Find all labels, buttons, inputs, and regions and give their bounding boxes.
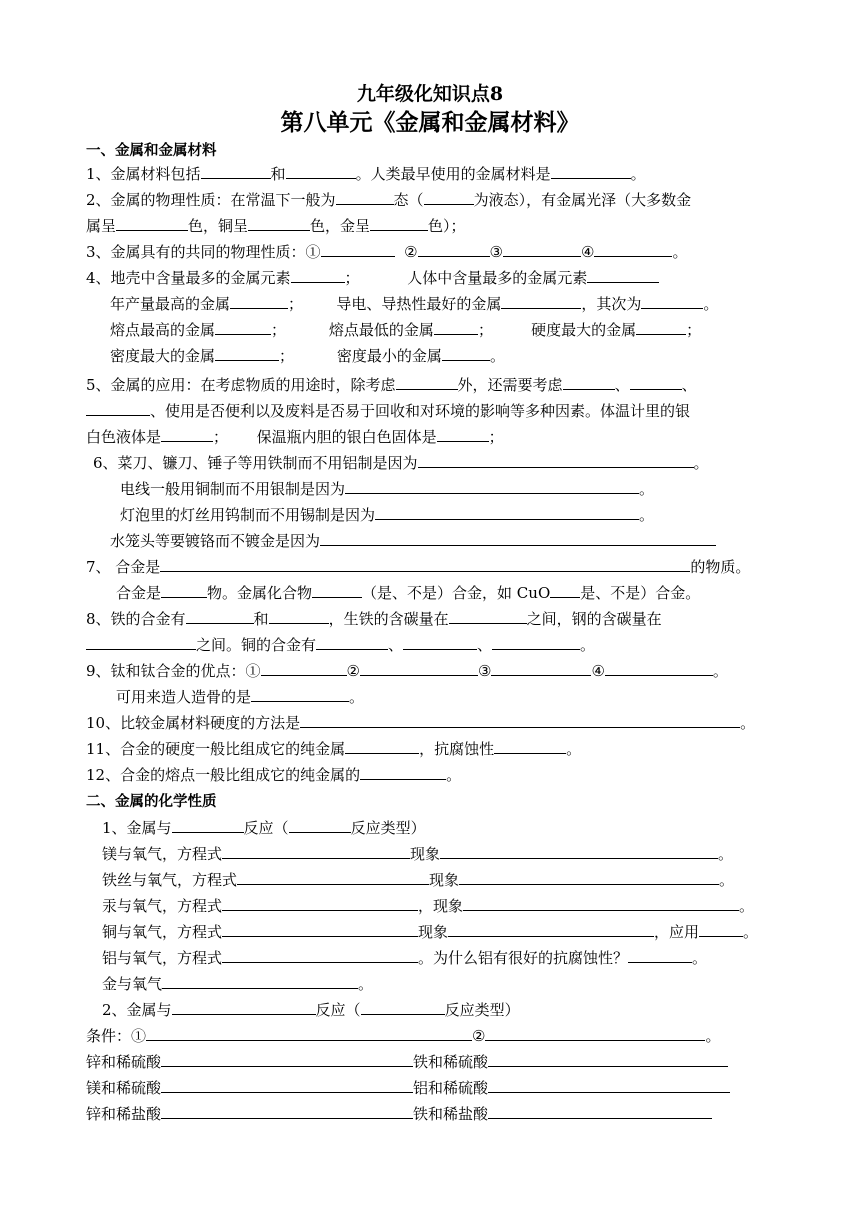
page-subtitle: 第八单元《金属和金属材料》	[280, 109, 580, 136]
line-text: 铁和稀硫酸	[413, 1053, 489, 1071]
fill-in-blank[interactable]	[248, 216, 310, 231]
fill-in-blank[interactable]	[222, 896, 418, 911]
fill-in-blank[interactable]	[312, 583, 362, 598]
fill-in-blank[interactable]	[316, 635, 388, 650]
line-text: 1、金属材料包括	[86, 165, 201, 183]
fill-in-blank[interactable]	[396, 375, 458, 390]
fill-in-blank[interactable]	[494, 739, 566, 754]
fill-in-blank[interactable]	[86, 635, 196, 650]
fill-in-blank[interactable]	[146, 1026, 472, 1041]
line-text: 。	[630, 165, 646, 183]
fill-in-blank[interactable]	[161, 583, 207, 598]
fill-in-blank[interactable]	[345, 479, 639, 494]
fill-in-blank[interactable]	[186, 609, 254, 624]
worksheet-line	[86, 375, 697, 395]
worksheet-line	[102, 870, 734, 890]
fill-in-blank[interactable]	[116, 216, 188, 231]
worksheet-line	[102, 1000, 520, 1020]
fill-in-blank[interactable]	[237, 870, 429, 885]
fill-in-blank[interactable]	[161, 1078, 413, 1093]
worksheet-line	[86, 609, 662, 629]
line-text: （是、不是）合金，如 CuO	[362, 584, 551, 602]
fill-in-blank[interactable]	[437, 427, 489, 442]
line-text: ；	[686, 321, 702, 339]
worksheet-line	[102, 948, 707, 968]
fill-in-blank[interactable]	[300, 713, 740, 728]
line-text: 铝与氧气，方程式	[102, 949, 223, 967]
line-text: ； 熔点最低的金属	[271, 321, 434, 339]
fill-in-blank[interactable]	[605, 661, 713, 676]
line-text: 合金是	[116, 584, 162, 602]
worksheet-line	[86, 661, 728, 681]
fill-in-blank[interactable]	[550, 583, 580, 598]
worksheet-line	[86, 1026, 720, 1046]
fill-in-blank[interactable]	[162, 974, 358, 989]
line-text: 色，金呈	[310, 217, 371, 235]
worksheet-line	[86, 401, 690, 421]
line-text: 金与氧气	[102, 975, 163, 993]
line-text: 。	[693, 454, 709, 472]
worksheet-line	[86, 739, 581, 759]
worksheet-line	[102, 896, 754, 916]
line-text: 现象	[429, 871, 460, 889]
line-text: 态（	[393, 191, 424, 209]
line-text: 。人类最早使用的金属材料是	[355, 165, 551, 183]
line-text: 可用来造人造骨的是	[116, 688, 252, 706]
worksheet-line	[86, 557, 750, 577]
worksheet-line	[86, 427, 504, 447]
line-text: 白色液体是	[86, 428, 162, 446]
line-text: 4、地壳中含量最多的金属元素	[86, 269, 291, 287]
line-text: ；	[488, 428, 504, 446]
line-text: 之间。铜的合金有	[196, 636, 317, 654]
line-text: 反应（	[315, 1001, 361, 1019]
line-text: 。	[489, 347, 505, 365]
line-text: ，现象	[418, 897, 464, 915]
fill-in-blank[interactable]	[448, 922, 654, 937]
fill-in-blank[interactable]	[501, 294, 581, 309]
line-text: 色，铜呈	[188, 217, 249, 235]
line-text: 。	[349, 688, 365, 706]
worksheet-line	[86, 1104, 712, 1124]
line-text: ②	[394, 243, 418, 261]
worksheet-line	[102, 922, 758, 942]
line-text: 熔点最高的金属	[110, 321, 216, 339]
line-text: 。	[703, 295, 719, 313]
fill-in-blank[interactable]	[375, 505, 639, 520]
fill-in-blank[interactable]	[230, 294, 288, 309]
fill-in-blank[interactable]	[563, 375, 615, 390]
line-text: 2、金属的物理性质：在常温下一般为	[86, 191, 336, 209]
line-text: 密度最大的金属	[110, 347, 216, 365]
line-text: 反应（	[243, 819, 289, 837]
line-text: 。	[639, 506, 655, 524]
fill-in-blank[interactable]	[403, 635, 477, 650]
line-text: ，应用	[654, 923, 700, 941]
fill-in-blank[interactable]	[222, 922, 418, 937]
fill-in-blank[interactable]	[172, 818, 244, 833]
line-text: 之间，钢的含碳量在	[526, 610, 662, 628]
fill-in-blank[interactable]	[161, 1052, 413, 1067]
fill-in-blank[interactable]	[160, 557, 690, 572]
fill-in-blank[interactable]	[492, 635, 580, 650]
line-text: 。	[692, 949, 708, 967]
fill-in-blank[interactable]	[449, 609, 527, 624]
line-text: ，生铁的含碳量在	[328, 610, 449, 628]
line-text: 二、金属的化学性质	[86, 794, 217, 810]
line-text: 现象	[418, 923, 449, 941]
worksheet-line	[110, 320, 701, 340]
fill-in-blank[interactable]	[434, 320, 478, 335]
fill-in-blank[interactable]	[161, 1104, 413, 1119]
line-text: 1、金属与	[102, 819, 172, 837]
line-text: 和	[253, 610, 269, 628]
fill-in-blank[interactable]	[269, 609, 329, 624]
fill-in-blank[interactable]	[699, 922, 743, 937]
fill-in-blank[interactable]	[485, 1026, 705, 1041]
fill-in-blank[interactable]	[594, 242, 672, 257]
fill-in-blank[interactable]	[261, 661, 347, 676]
line-text: ②	[346, 662, 360, 680]
line-text: ； 人体中含量最多的金属元素	[344, 269, 588, 287]
fill-in-blank[interactable]	[361, 1000, 445, 1015]
line-text: 。	[446, 766, 462, 784]
line-text: 年产量最高的金属	[110, 295, 231, 313]
line-text: 8、铁的合金有	[86, 610, 186, 628]
line-text: ； 导电、导热性最好的金属	[288, 295, 502, 313]
worksheet-line	[110, 531, 716, 551]
fill-in-blank[interactable]	[440, 844, 718, 859]
fill-in-blank[interactable]	[442, 346, 490, 361]
line-text: 电线一般用铜制而不用银制是因为	[120, 480, 346, 498]
line-text: ； 密度最小的金属	[279, 347, 442, 365]
fill-in-blank[interactable]	[630, 375, 682, 390]
line-text: 。	[672, 243, 688, 261]
fill-in-blank[interactable]	[370, 216, 428, 231]
line-text: 6、菜刀、镰刀、锤子等用铁制而不用铝制是因为	[93, 454, 418, 472]
line-text: 镁和稀硫酸	[86, 1079, 162, 1097]
line-text: 水笼头等要镀铬而不镀金是因为	[110, 532, 321, 550]
fill-in-blank[interactable]	[172, 1000, 316, 1015]
fill-in-blank[interactable]	[636, 320, 686, 335]
line-text: 2、金属与	[102, 1001, 172, 1019]
line-text: ③	[489, 243, 503, 261]
worksheet-line	[86, 765, 461, 785]
line-text: 。	[740, 714, 756, 732]
worksheet-line	[116, 583, 700, 603]
line-text: 、	[681, 376, 697, 394]
worksheet-line	[102, 844, 733, 864]
line-text: ，抗腐蚀性	[419, 740, 495, 758]
line-text: 现象	[410, 845, 441, 863]
line-text: 外，还需要考虑	[457, 376, 563, 394]
worksheet-line	[86, 1052, 728, 1072]
worksheet-line	[120, 505, 654, 525]
worksheet-line	[110, 294, 718, 314]
line-text: 铁和稀盐酸	[413, 1105, 489, 1123]
line-text: 、	[388, 636, 404, 654]
line-text: 、使用是否便利以及废料是否易于回收和对环境的影响等多种因素。体温计里的银	[150, 402, 691, 420]
line-text: 7、 合金是	[86, 558, 161, 576]
fill-in-blank[interactable]	[286, 164, 356, 179]
fill-in-blank[interactable]	[488, 1052, 728, 1067]
fill-in-blank[interactable]	[251, 687, 349, 702]
line-text: ②	[472, 1027, 486, 1045]
fill-in-blank[interactable]	[215, 346, 279, 361]
line-text: 5、金属的应用：在考虑物质的用途时，除考虑	[86, 376, 396, 394]
line-text: 汞与氧气，方程式	[102, 897, 223, 915]
line-text: 12、合金的熔点一般比组成它的纯金属的	[86, 766, 361, 784]
worksheet-line	[102, 974, 373, 994]
worksheet-line	[86, 242, 687, 262]
fill-in-blank[interactable]	[628, 948, 692, 963]
line-text: 。	[718, 845, 734, 863]
fill-in-blank[interactable]	[86, 401, 150, 416]
fill-in-blank[interactable]	[424, 190, 474, 205]
line-text: 。	[705, 1027, 721, 1045]
fill-in-blank[interactable]	[161, 427, 213, 442]
fill-in-blank[interactable]	[418, 453, 694, 468]
fill-in-blank[interactable]	[360, 765, 446, 780]
fill-in-blank[interactable]	[360, 661, 478, 676]
fill-in-blank[interactable]	[463, 896, 739, 911]
line-text: 锌和稀硫酸	[86, 1053, 162, 1071]
fill-in-blank[interactable]	[418, 242, 490, 257]
line-text: 为液态），有金属光泽（大多数金	[473, 191, 692, 209]
line-text: 。为什么铝有很好的抗腐蚀性？	[418, 949, 629, 967]
fill-in-blank[interactable]	[459, 870, 719, 885]
worksheet-line	[110, 346, 505, 366]
line-text: ； 硬度最大的金属	[477, 321, 637, 339]
fill-in-blank[interactable]	[488, 1078, 730, 1093]
worksheet-line	[86, 164, 646, 184]
line-text: 。	[739, 897, 755, 915]
worksheet-line	[86, 268, 659, 288]
line-text: ； 保温瓶内胆的银白色固体是	[213, 428, 437, 446]
line-text: 镁与氧气，方程式	[102, 845, 223, 863]
line-text: 9、钛和钛合金的优点：①	[86, 662, 261, 680]
fill-in-blank[interactable]	[222, 844, 410, 859]
line-text: 铝和稀硫酸	[413, 1079, 489, 1097]
section-heading	[86, 792, 217, 812]
worksheet-line	[102, 818, 426, 838]
fill-in-blank[interactable]	[503, 242, 581, 257]
line-text: 灯泡里的灯丝用钨制而不用锡制是因为	[120, 506, 376, 524]
line-text: 属呈	[86, 217, 117, 235]
worksheet-line	[86, 635, 595, 655]
worksheet-line	[116, 687, 364, 707]
section-heading	[86, 141, 217, 161]
fill-in-blank[interactable]	[488, 1104, 712, 1119]
line-text: 的物质。	[690, 558, 751, 576]
line-text: 色）；	[428, 217, 466, 235]
line-text: ，其次为	[581, 295, 642, 313]
line-text: 。	[358, 975, 374, 993]
line-text: 物。金属化合物	[207, 584, 313, 602]
line-text: 3、金属具有的共同的物理性质：①	[86, 243, 321, 261]
line-text: 反应类型）	[444, 1001, 520, 1019]
worksheet-line	[120, 479, 654, 499]
worksheet-line	[86, 1078, 730, 1098]
line-text: 是、不是）合金。	[580, 584, 701, 602]
fill-in-blank[interactable]	[215, 320, 271, 335]
worksheet-line	[86, 713, 755, 733]
fill-in-blank[interactable]	[587, 268, 659, 283]
worksheet-line	[86, 190, 691, 210]
line-text: ④	[591, 662, 605, 680]
line-text: 条件：①	[86, 1027, 147, 1045]
line-text: 。	[719, 871, 735, 889]
line-text: 锌和稀盐酸	[86, 1105, 162, 1123]
fill-in-blank[interactable]	[551, 164, 631, 179]
line-text: 一、金属和金属材料	[86, 143, 217, 159]
fill-in-blank[interactable]	[321, 242, 395, 257]
line-text: 。	[743, 923, 759, 941]
line-text: 10、比较金属材料硬度的方法是	[86, 714, 301, 732]
line-text: 。	[639, 480, 655, 498]
fill-in-blank[interactable]	[222, 948, 418, 963]
fill-in-blank[interactable]	[641, 294, 703, 309]
line-text: ③	[478, 662, 492, 680]
worksheet-line	[93, 453, 709, 473]
fill-in-blank[interactable]	[320, 531, 716, 546]
line-text: 反应类型）	[350, 819, 426, 837]
fill-in-blank[interactable]	[491, 661, 591, 676]
line-text: 11、合金的硬度一般比组成它的纯金属	[86, 740, 346, 758]
page-title: 九年级化知识点8	[356, 83, 504, 105]
line-text: 。	[712, 662, 728, 680]
fill-in-blank[interactable]	[201, 164, 271, 179]
line-text: 铜与氧气，方程式	[102, 923, 223, 941]
fill-in-blank[interactable]	[291, 268, 345, 283]
line-text: ④	[580, 243, 595, 261]
line-text: 、	[477, 636, 493, 654]
line-text: 。	[580, 636, 596, 654]
fill-in-blank[interactable]	[345, 739, 419, 754]
line-text: 铁丝与氧气，方程式	[102, 871, 238, 889]
fill-in-blank[interactable]	[336, 190, 394, 205]
fill-in-blank[interactable]	[289, 818, 351, 833]
line-text: 。	[566, 740, 582, 758]
line-text: 、	[614, 376, 630, 394]
worksheet-line	[86, 216, 466, 236]
line-text: 和	[270, 165, 286, 183]
